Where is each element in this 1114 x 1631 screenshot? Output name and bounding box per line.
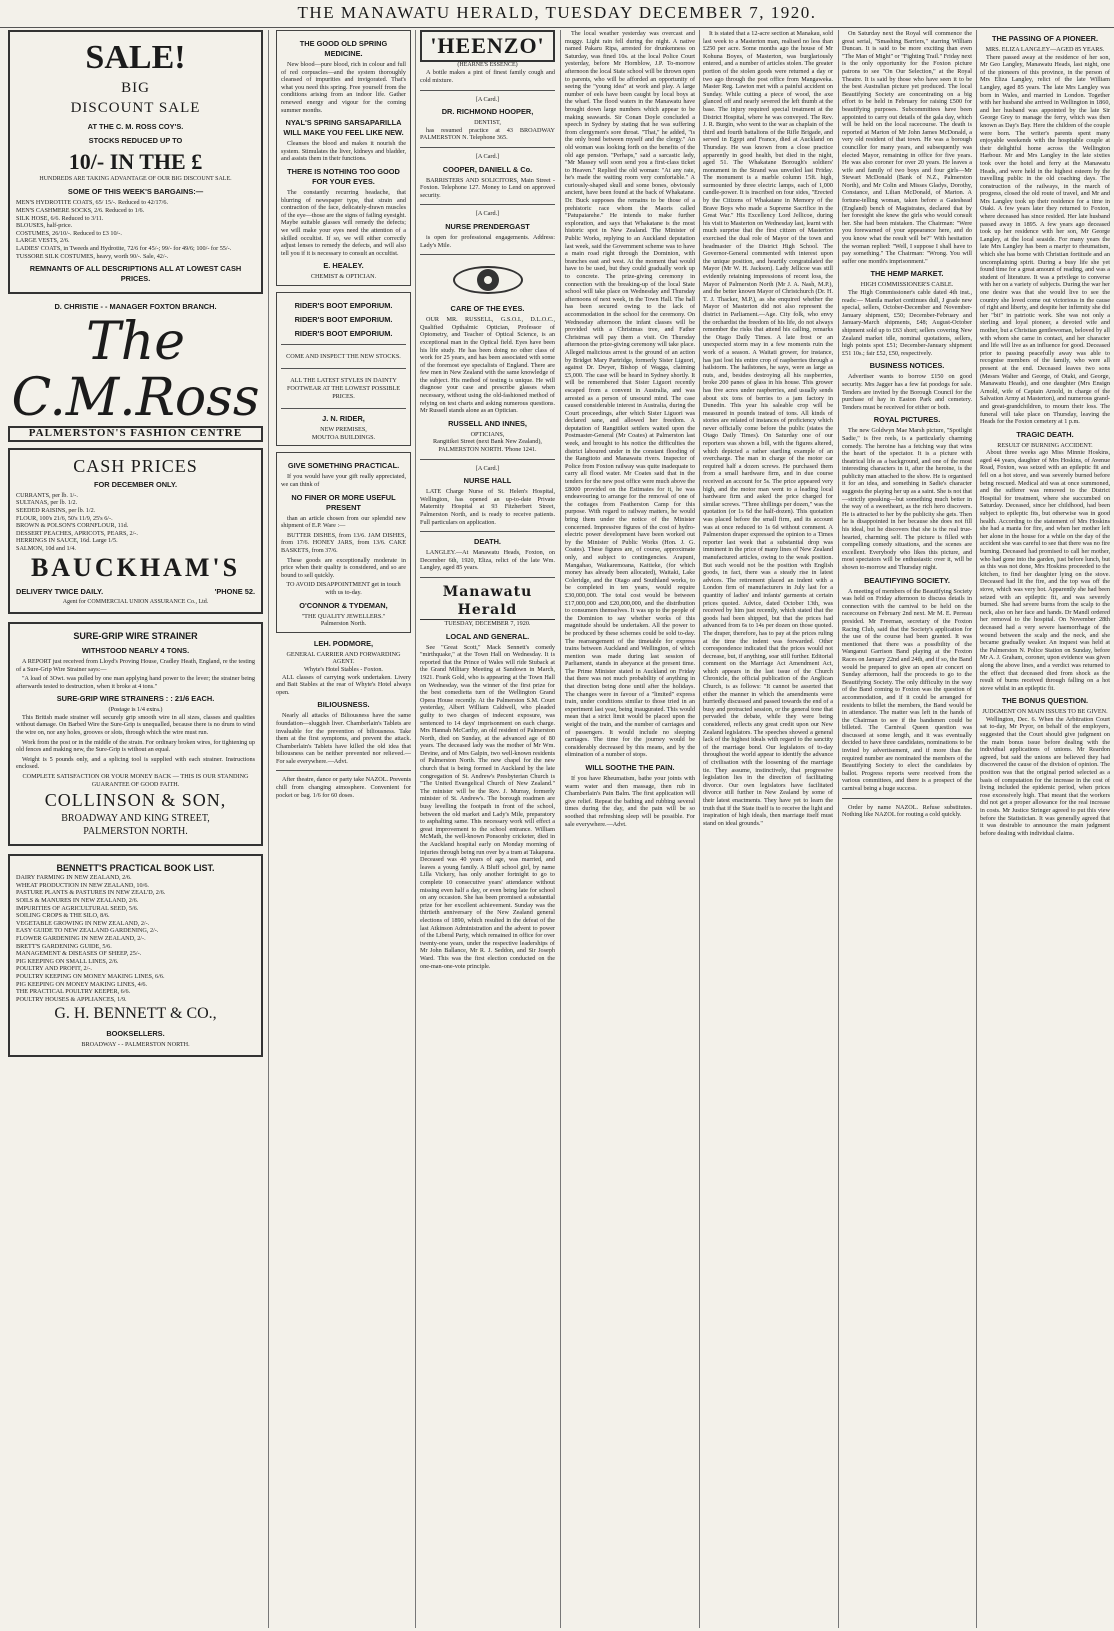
card-label: [A Card.] [475, 95, 500, 103]
article-body: The local weather yesterday was overcast and muggy. Light rain fell during the night. A native named Pakaru Ripa, arrested for drunkenness on Saturday, was fined 10s. at the local Police Court yesterday, before Mr Hornblow, J.P. To-morrow afternoon the local State school will be thrown open to parents, who will be afforded an opportunity of seeing the "young idea" at work and play. A large number of eels have been caught by local boys at the wharf. The flood waters in the Manawatu have brought down large numbers which appear to be making seawards. Sir Conan Doyle concluded a speech in Sydney by stating that he was suffering from clergymen's sore throat. "That," he added, "is the only bond between myself and the clergy." An old woman was looking forth on the benefits of the old age pension. "Perhaps," said a sarcastic lady, "Mr Massey will soon send you a first-class ticket to Heaven." Replied the old woman: "At any rate, he's made the waiting room very comfortable." A curiously-shaped skull and some bones, obviously ancient, have been found at the back of Whakatane. Dr. Buck supposes the remains to be those of a prehistoric race whom the Maoris called "Patupaiarehe." He intends to make further exploration, and says that Whakatane is the most historic spot in New Zealand. The Minister of Public Works, replying to an Auckland deputation last week, said the Government scheme was to have a main road right through the Dominion, with branches east and west. At the moment that would have to be used, but they could gradually work up to concrete. The prize-giving ceremony in connection with the breaking-up of the local State school will take place on Wednesday and Thursday afternoons of next week, in the Town Hall. The hall has been secured owing to the lack of accommodation in the school for the ceremony. On Wednesday afternoon the infant classes will be provided with a Christmas tree, and Father Christmas will pay them a visit. On Thursday afternoon the prize-giving ceremony will take place. Alleged malicious arrest is the ground of an action by Bridget Mary Partridge, formerly Sister Liguori, against Dr. Dwyer, Bishop of Wagga, claiming £5,000. The case will be heard in Sydney shortly. It will be remembered that Sister Liguori recently escaped from a convent in Australia, and was arrested as a person of unsound mind. The case caused considerable interest in Australia, during the Court proceedings, after which Sister Liguori was declared sane, and allowed her freedom. A deputation of Rangitikei settlers waited upon the Postmaster-General (Mr Coates) at Palmerston last week, and brought to his notice the difficulties the district laboured under in the constant flooding of the Rangitoto and Manawatu rivers. Inspector of Police from Foxton railway was quite inadequate to carry all flood water. Mr Coates said that in the tenders for the new post office were much above the £8000 provided on the Estimates for it, he was endeavouring to arrange for the removal of one of the cottages from Featherston Camp for this purpose. With regard to railway matters, he would bring them under the notice of the Minister concerned. Impressive figures of the cost of hydro-electric power development have been worked out by the Minister of Public Works (Hon. J. G. Coates). These figures are, of course, approximate only, and subject to contingencies. Arapuni, Mangahao, Waikaremoana, Kaitieke, (for which money has already been allocated), Waitaki, Lake Coleridge, and the Otago and Southland works, to be completed in ten years, would require £30,000,000. The total cost would be between £17,000,000 and £20,000,000, and the distribution to consumers themselves. It was up to the people of the Dominion to say whether works of this magnitude should be undertaken. All the power to be produced by these schemes could be sold to-day. The rearrangement of the timetable for express trains between Auckland and Wellington, of which mention was made during last session of Parliament, stands in abeyance at the present time. The Prime Minister stated in Auckland on Friday that there was not much probability of anything in that direction being done until after the holidays. The changes were in favour of a "limited" express train, under conditions similar to those tried in an experiment last year, being inaugurated. This would mean that a strict limit would be placed upon the weight of the train, and the number of carriages and of passengers. It would include no sleeping carriages. The time for the journey would be considerably decreased by this means, and by the elimination of a number of stops. [565, 30, 695, 759]
rider-addr: NEW PREMISES, [320, 426, 367, 434]
rider-advert [276, 292, 411, 447]
heading: BUSINESS NOTICES. [869, 361, 945, 371]
paragraph: This British made strainer will securely grip smooth wire in all sizes, classes and qualities without damage. On Barbed Wire the Sure-Grip is unequalled, because there is no drum to wind the wire on, nor any holes, grooves or slots, through which the wire must run. [16, 713, 255, 737]
heading: THE BONUS QUESTION. [1001, 696, 1089, 706]
list-item: LADIES' COATS, in Tweeds and Hydrotite, 72/6 for 45/-; 99/- for 49/6; 100/- for 55/-. [16, 244, 232, 252]
paragraph: (Postage is 1/4 extra.) [108, 706, 163, 714]
paragraph: Weight is 5 pounds only, and a splicing tool is supplied with each strainer. Instructions enclosed. [16, 755, 255, 771]
oconnor-sub: "THE QUALITY JEWELLERS." [301, 612, 386, 620]
paragraph: New blood—pure blood, rich in colour and full of red corpuscles—and the system thoroughly cleansed of impurities and invigorated. That's what you need this spring. Free yourself from the conditions arising from an indoor life. Gather renewed energy and vigour for the coming summer months. [281, 61, 406, 114]
list-item: SILK HOSE, 6/6. Reduced to 3/11. [16, 214, 104, 222]
paragraph: Advertiser wants to borrow £150 on good security. Mrs Jagger has a few fat poodogs for sale. Tenders are invited by the Borough Council for the purchase of hay in Easton Park and cemetery. Tenders must be received for either or both. [842, 373, 972, 411]
cash-title: CASH PRICES [73, 455, 198, 476]
list-item: WHEAT PRODUCTION IN NEW ZEALAND, 10/6. [16, 881, 149, 889]
oconnor-town: Palmerston North. [320, 620, 367, 628]
collinson-name: COLLINSON & SON, [44, 790, 227, 811]
column-rule [838, 30, 839, 1628]
list-item: EASY GUIDE TO NEW ZEALAND GARDENING, 2/-. [16, 927, 159, 935]
list-item: MANAGEMENT & DISEASES OF SHEEP, 25/-. [16, 950, 142, 958]
nurse-name: NURSE PRENDERGAST [445, 221, 530, 231]
sale-line: STOCKS REDUCED UP TO [88, 136, 183, 145]
subheading: RESULT OF BURNING ACCIDENT. [997, 441, 1093, 449]
agent-text: Agent for COMMERCIAL UNION ASSURANCE Co., Ltd. [62, 598, 209, 605]
bennett-addr: BROADWAY - - PALMERSTON NORTH. [81, 1041, 190, 1049]
list-item: SOILS & MANURES IN NEW ZEALAND, 2/6. [16, 897, 139, 904]
list-item: SULTANAS, per lb. 1/2. [16, 499, 78, 507]
hooper-sub: DENTIST, [474, 119, 501, 127]
suregrip-sub: WITHSTOOD NEARLY 4 TONS. [81, 645, 190, 655]
paragraph: If you would have your gift really appreciated, we can think of [281, 473, 406, 489]
podmore-sub: GENERAL CARRIER AND FORWARDING AGENT. [286, 650, 401, 666]
paragraph: After theatre, dance or party take NAZOL. Prevents chill from changing atmosphere. Convenient for pocket or bag. 1/6 for 60 doses. [276, 776, 411, 799]
list-item: COSTUMES, 26/10/-. Reduced to £3 10/-. [16, 229, 122, 237]
list-item: POULTRY AND PROFIT, 2/-. [16, 965, 92, 973]
list-item: MEN'S CASHMERE SOCKS, 2/6. Reduced to 1/6. [16, 207, 145, 214]
heenzo-logo: 'HEENZO' [420, 30, 555, 62]
paragraph: LANGLEY.—At Manawatu Heads, Foxton, on December 6th, 1920, Eliza, relict of the late Wm. Langley, aged 85 years. [420, 549, 555, 572]
column-6 [842, 30, 972, 1628]
list-item: FLOWER GARDENING IN NEW ZEALAND, 2/-. [16, 934, 146, 942]
suregrip-price: SURE-GRIP WIRE STRAINERS : : 21/6 EACH. [56, 694, 215, 704]
sale-reduction: 10/- IN THE £ [68, 149, 203, 174]
delivery-row [16, 583, 255, 599]
heading: RIDER'S BOOT EMPORIUM. [294, 314, 393, 324]
column-5 [703, 30, 833, 1628]
list-item: SOILING CROPS & THE SILO, 8/6. [16, 912, 110, 920]
collinson-town: PALMERSTON NORTH. [83, 826, 188, 838]
list-item: MEN'S HYDROTITE COATS, 65/ 15/-. Reduced to 42/17/6. [16, 199, 169, 207]
paragraph: is open for professional engagements. Address: Lady's Mile. [420, 233, 555, 249]
oconnor-name: O'CONNOR & TYDEMAN, [299, 600, 388, 610]
paragraph: Nearly all attacks of Biliousness have the same foundation—sluggish liver. Chamberlain's Tablets are invaluable for the prevention of biliousness. Take them at the first symptoms, and prevent the attack. Chamberlain's Tablets have killed the old idea that biliousness can be neither prevented nor relieved.—For sale everywhere.—Advt. [276, 712, 411, 765]
paragraph: Wellington, Dec. 6. When the Arbitration Court sat to-day, Mr Pryor, on behalf of the employers, suggested that the Court should give judgment on the main bonus issue before dealing with the individual applications of unions. Mr Reardon agreed, but said the unions are believed they had discovered the cause of the division of opinion. The position was that the original period selected as a basis of computation for the increase in the cost of living included the epidemic period, when prices rose excessively high. That meant that the workers did not get a proper allowance for the real increase in costs. Mr Justice Stringer agreed to put this view before the Statistician. It was generally agreed that it was desirable to announce the main judgment before dealing with individual claims. [980, 715, 1110, 837]
podmore-addr: Whyte's Hotel Stables - Foxton. [304, 665, 383, 673]
column-rule [415, 30, 416, 1628]
heading: THE PASSING OF A PIONEER. [991, 34, 1099, 43]
suregrip-advert [8, 622, 263, 846]
russell-sub: OPTICIANS, [470, 430, 505, 438]
sale-line: HUNDREDS ARE TAKING ADVANTAGE OF OUR BIG DISCOUNT SALE. [39, 176, 232, 182]
bauckham-brand: BAUCKHAM'S [30, 552, 241, 582]
list-item: BROWN & POLSON'S CORNFLOUR, 11d. [16, 522, 129, 530]
article-body: It is stated that a 12-acre section at Manakau, sold last week to a Masterton man, realised no less than £250 per acre. Some months ago the house of Mr Kohuna Boyes, of Masterton, was burglariously entered, and a number of articles stolen. The greater portion of the stolen goods were returned a day or two ago through the post office from Mangaweka. Master Reg. Lawton met with a painful accident on Sunday. While cutting a piece of wood, the axe glanced off and nearly severed the left thumb at the base. The injury required special treatment at the District Hospital, where he was conveyed. The Rev. J. R. Burgin, who went to the war as chaplain of the third and fourth battalions of the Rifle Brigade, and served in Egypt and France, died at Auckland on Thursday. He was known from a close practice apparently in good health, but died in the night, aged 51. The Whakatane Borough's soldiers' monument in the Strand was unveiled last Friday. The monument is a marble column 15ft. high, surmounted by three electric lamps, each of 1,000 candle-power. It is inscribed on four sides, "Erected by the Citizens of Whakatane in Memory of the Brave Boys who made a Supreme Sacrifice in the Great War." His Excellency Lord Jellicoe, during his visit to Masterton on Wednesday last, learnt with much surprise that the first citizen of Masterton exercised the dual role of Mayor of the town and headmaster of the District High School. The Governor-General commented with interest upon the unique position, and heartily congratulated the Mayor (Mr W. H. Jackson). Lady Jellicoe was still evidently retaining impressions of recent loss, the Mayor of Palmerston North (Mr J. A. Nash, M.P.), and the better known Mayor of Christchurch (Dr. H. T. J. Thacker, M.P.), as she enquired whether the Mayor of Masterton did not also represent the district in Parliament.—Age. City folk, who envy the orchardist the freedom of his life, do not always remember the risks that attend his calling, remarks the Otago Daily Times. A late frost or an unexpected storm may in a few moments ruin the work of a season. A Waitati grower, for instance, has just lost his entire crop of raspberries through a hailstorm. The hailstones, he says, were as large as nuts, and, besides destroying all his raspberries, broke 200 panes of glass in his house. This grower has five acres under raspberries, and usually sends about six tons of berries to a jam factory in Dunedin. This year his saleable crop will be measured in pounds instead of tons. All kinds of stories are related of instances of proficiency which never officially come before the public (states the Otago Daily Times). On Saturday one of our reporters was shown a bill, with the figures altered, which depicted a rather startling example of an overcharge. The man in charge of the motor car required half a dozen screws. He purchased them from a small hardware firm, and in due course received an account for 5s. The price appeared very high, and the motor man went to a leading local hardware firm and asked the price charged for similar screws. "Three shillings per dozen," was the quotation (or 1s 6d the half-dozen). This quotation was placed before the small firm, and its account was at once reduced to 1s 6d without comment. A Palmerston draper expressed the opinion to a Times reporter last week that a substantial drop was imminent in the price of many lines of New Zealand manufactured articles, owing to the weak position. But such would not be the position with English goods, in fact, there was a steady rise in latest advices. The retirement placed an indent with a London firm of manufacturers in July last for a quantity of ladies' and infants' garments at certain prices quoted. Advice, dated October 13th, was received by him just recently, which stated that the goods had been shipped, but that the prices had advanced from 6s to 14s per dozen on those quoted. The draper, therefore, has to pay at the prices ruling at the time the indent was forwarded. Other correspondence indicated that the prices would not decrease, but, if anything, soar still further. Editorial comment on the Marriage Act Amendment Act, which appears in the last issue of the Church Chronicle, the official publication of the Anglican Church, is as follows: "It cannot be asserted that either the manner in which the amendments were hurriedly discussed and passed towards the end of a busy and protracted session, or the general tone that pervaded the debate, while they were being considered, reflects any great credit upon our New Zealand legislators. The speeches showed a general lack of the highest ideals with regard to the sanctity of the marriage bond. Our legislators of to-day throughout the world appear to identify the advance of civilisation with the loosening of the marriage tie. They assume, instinctively, that progressive legislation lies in the direction of facilitating divorce. Our own legislators have facilitated divorce still further in New Zealand by some of their latest enactments. They have yet to learn the truth that if the State itself is to receive the light and inspiration of high ideals, then marriage itself must stand on ideal grounds." [703, 30, 833, 827]
paragraph: than an article chosen from our splendid new shipment of E.P. Ware :— [281, 514, 406, 530]
paragraph: There passed away at the residence of her son, Mr Geo Langley, Manawatu Heads, last night, one of the pioneers of this province, in the person of Mrs Eliza Langley, relict of the late William Langley, aged 85 years. The late Mrs Langley was born in Wales, and married in London. Together with her husband she arrived in Wellington in 1860, and her husband was appointed by the late Sir George Grey to manage the ferry, which was then known as Day's Bay. Here the children of the couple were born. The writer's parents spent many enjoyable weekends with the hospitable couple at their delightful home across the Wellington Harbour. Mr and Mrs Langley in the late sixties took over the hotel and ferry at the Manawatu Heads, and were held in the highest esteem by the travelling public in the old coaching days. The construction of the railways, in the march of progress, closed the old route of travel, and Mr and Mrs Langley took up their residence for a time in Otaki. A few years later they returned to Foxton, where deceased has since resided. Her late husband passed away in 1895. A few years ago deceased took up her residence with her son, Mr George Langley, at the local seaside. For many years the late Mrs Langley has been a martyr to rheumatism, which she has borne with Christian fortitude and an uncomplaining spirit. During a busy life she yet found time for a great amount of reading, and was a student of literature. It was a privilege to converse with her on a variety of subjects. During the war her one desire was that she would live to see the country she loved come out victorious in the cause of right and liberty, and despite her infirmity she did her "bit" in patriotic work. She was not only a sterling and loyal pioneer, a devoted wife and mother, but a Christian gentlewoman, beloved by all with whom she came in contact, and her character and life will live as an influence for good. Deceased prior to passing peacefully away was able to recognise members of the family, who were all present at the end. Deceased leaves two sons (Messrs Walter and George, of Otaki, and George, Manawatu Heads), and one daughter (Mrs Ensign Arnold, wife of Captain Arnold, in charge of the Salvation Army at Masterton), and numerous grand- and great-grandchildren, to mourn their loss. The funeral will take place on Thursday, leaving the Heads for the Foxton cemetery at 1 p.m. [980, 53, 1110, 426]
column-2 [276, 30, 411, 1628]
article-body: On Saturday next the Royal will commence the great serial, "Smashing Barriers," starring William Duncan. It is said to be more exciting than even "The Man of Might" or "Fighting Trail." Friday next is the only opportunity for the Foxton picture patrons to see "On Our Selection," at the Royal Theatre. It is said by those who have seen it to be the best Australian picture yet produced. The local Beautifying Society are concentrating on a big effort to be held in February for raising £500 for beautifying purposes. Subcommittees have been appointed to carry out details of the gala day, which will be held on the local racecourse. The death is reported at Marton of Mr John James McDonald, a very old resident of that town. He was a borough councillor for many years, and subsequently was elected Mayor, remaining in office for five years. He was also coroner for over 20 years. He leaves a wife and family of two boys and four girls—Mr Stewart McDonald (Bank of N.Z., Palmerston North), and Mr Colin and Misses Gladys, Dorothy, Constance, and Lilian McDonald, of Marton. A fortune-telling woman, taken before a Gateshead (England) bench of Magistrates, declared that by her foresight she knew the girls who would consult her. She had been mistaken. The Chairman: "Were you forewarned of your appearance here, and do you know what the result will be?" With hesitation the woman replied: "Well, I suppose I shall have to pay something." The Chairman: "Wrong. You will suffer one month's imprisonment." [842, 30, 972, 265]
list-item: HERRINGS IN SAUCE, 16d. Large 1/5. [16, 537, 118, 545]
heading: CARE OF THE EYES. [450, 304, 525, 314]
collinson-addr: BROADWAY AND KING STREET, [61, 813, 210, 825]
column-1 [8, 30, 263, 1628]
column-rule [560, 30, 561, 1628]
heading: TRAGIC DEATH. [1016, 429, 1074, 439]
heading: NO FINER OR MORE USEFUL PRESENT [291, 492, 396, 512]
book-list [16, 874, 255, 1003]
bennett-advert [8, 854, 263, 1057]
paragraph: ALL THE LATEST STYLES IN DAINTY FOOTWEAR AT THE LOWEST POSSIBLE PRICES. [286, 377, 401, 400]
list-item: POULTRY KEEPING ON MONEY MAKING LINES, 6/6. [16, 972, 165, 980]
card-label: [A Card.] [475, 152, 500, 160]
rider-name: J. N. RIDER, [322, 414, 365, 424]
article-body: See "Great Scott," Mack Sennett's comedy "mirthquake," at the Town Hall on Wednesday. It is reported that the Prince of Wales will ride Stuback at the Grand Military Meeting at Sandown in March, 1921. Frank Gold, who is appearing at the Town Hall on Wednesday, was the winner of the first prize for the best comedietta turn of the Wellington Grand Opera House recently. At the Palmerston S.M. Court yesterday, Albert William Caldwell, who pleaded guilty to two charges of indecent exposure, was sentenced to 14 days' imprisonment on each charge. Mrs Hannah McCarthy, an old resident of Palmerston North, died on Sunday, at the advanced age of 80 years. The deceased lady was the mother of Mr Wm. Devine, and of Mrs Galpin, two well-known residents of Palmerston North. The new chapel for the new church that is being formed in Auckland by the late congregation of St. Andrew's Presbyterian Church is "The United Evangelical Church of New Zealand." The minister will be the Rev. J. Murray, formerly minister of St. Andrew's. The borough roadmen are busy levelling the footpath in front of the school, between the old market and Lady's Mile, preparatory to asphalting same. This necessary work will effect a great improvement to the school entrance. William McMath, the well-known Ponsonby cricketer, died in the Auckland hospital early on Monday morning of injuries through being run over by a tram at Takapuna. Deceased was 40 years of age, was married, and leaves a young family. A Bluff school girl, by name Lilla Vickery, has only another fortnight to go to complete 10 consecutive years' attendance without missing even half a day, or even being late for school on any occasion. She has been promised a substantial prize for her excellent achievement. Sunday was the thirtieth anniversary of the New Zealand general elections of 1890, which resulted in the defeat of the last Atkinson Administration and the advent to power of the Liberal Party, which remained in office for over twenty-one years, under the respective leaderships of Mr John Ballance, Mr R. J. Seddon, and Sir Joseph Ward. This was the first election conducted on the one-man-one-vote principle. [420, 643, 555, 970]
ross-logo-sub: PALMERSTON'S FASHION CENTRE [8, 426, 263, 442]
bennett-sub: BOOKSELLERS. [106, 1029, 165, 1039]
heading: THE GOOD OLD SPRING MEDICINE. [299, 39, 388, 58]
column-3 [420, 30, 555, 1628]
suregrip-title: SURE-GRIP WIRE STRAINER [73, 630, 198, 641]
paragraph: BUTTER DISHES, from 13/6. JAM DISHES, from 17/6. HONEY JARS, from 13/6. CAKE BASKETS, from 37/6. [281, 531, 406, 554]
paragraph: The High Commissioner's cable dated 4th inst., reads:— Manila market continues dull, J grade new special, sellers, October-December and November-January shipment, £50; December-February and January-March shipments, £48; August-October shipment sold up to £63 short; sellers covering New Zealand market idle, nominal quotations, sellers, high points spot £51; December-January shipment £51 10s.; fair £52, £50, respectively. [842, 289, 972, 357]
hall-name: NURSE HALL [463, 476, 512, 486]
heading: LOCAL AND GENERAL. [445, 631, 530, 641]
heading: THE HEMP MARKET. [870, 269, 944, 279]
paragraph: A meeting of members of the Beautifying Society was held on Friday afternoon to discuss details in connection with the carnival to be held on the racecourse on February 2nd next. Mr M. E. Perreau presided. Mr Freeman, secretary of the Foxton Racing Club, said that the Society's application for the use of the course had been granted. It was mentioned that there was a possibility of the Wanganui Garrison Band playing at the Foxton Races on January 22nd and 24th, and if so, the Band would be prepared to give an open air concert on Sunday afternoon, half the proceeds to go to the Beautifying Society. The only difficulty in the way of the Band coming to Foxton was the question of accommodation, and if it could be arranged for residents to billet the members, the Band would be in attendance. The matter was left in the hands of the Chairman to see if the bandsmen could be billeted. The Carnival Queen question was discussed at some length, and it was eventually decided to have three candidates, nominations to be invited by advertisement, and if more than the required number are nominated the members of the Beautifying Society to elect the candidates by ballot. Progress reports were received from the various committees, and there is a prospect of the carnival being a huge success. [842, 587, 972, 793]
heading: BEAUTIFYING SOCIETY. [864, 575, 950, 585]
newspaper-title: THE MANAWATU HERALD, TUESDAY DECEMBER 7, 1920. [297, 3, 817, 22]
list-item: BLOUSES, half-price. [16, 222, 73, 230]
cash-sub: FOR DECEMBER ONLY. [93, 479, 178, 489]
paragraph: BARRISTERS AND SOLICITORS, Main Street - Foxton. Telephone 127. Money to Lend on approved security. [420, 176, 555, 199]
heading: WILL SOOTHE THE PAIN. [585, 763, 675, 772]
paragraph: Order by name NAZOL. Refuse substitutes. Nothing like NAZOL for routing a cold quickly. [842, 803, 972, 819]
list-item: THE PRACTICAL POULTRY KEEPER, 6/6. [16, 988, 131, 996]
newspaper-flag: Manawatu Herald [420, 583, 555, 620]
heading: ROYAL PICTURES. [873, 415, 941, 425]
paragraph: Cleanses the blood and makes it nourish the system. Stimulates the liver, kidneys and bladder, and assists them in their functions. [281, 140, 406, 163]
phone-text: 'PHONE 52. [214, 586, 255, 596]
paragraph: COMPLETE SATISFACTION OR YOUR MONEY BACK — THIS IS OUR STANDING GUARANTEE OF GOOD FAITH. [22, 773, 249, 788]
list-item: SEEDED RAISINS, per lb. 1/2. [16, 506, 96, 514]
delivery-text: DELIVERY TWICE DAILY. [16, 586, 104, 596]
list-item: DESSERT PEACHES, APRICOTS, PEARS, 2/-. [16, 529, 138, 537]
paragraph: If you have Rheumatism, bathe your joints with warm water and then massage, then rub in Chamberlain's Pain Balm. The first application will give relief. Repeat the bathing and rubbing several times during the day, and the pain will be so soothed that refreshing sleep will be possible. For sale everywhere.—Advt. [565, 775, 695, 828]
heading: THERE IS NOTHING TOO GOOD FOR YOUR EYES. [287, 166, 400, 186]
paragraph: TO AVOID DISAPPOINTMENT get in touch with us to-day. [286, 581, 401, 596]
bargains-list [16, 199, 255, 260]
bennett-name: G. H. BENNETT & CO., [54, 1005, 217, 1023]
heading: BILIOUSNESS. [317, 700, 370, 710]
paragraph: LATE Charge Nurse of St. Helen's Hospital, Wellington, has opened an up-to-date Private Maternity Hospital at 93 Fitzherbert Street, Palmerston North, and is ready to receive patients. Full particulars on application. [420, 488, 555, 526]
paragraph: ALL classes of carrying work undertaken. Livery and Bait Stables at the rear of Whyte's Hotel always open. [276, 673, 411, 696]
manager-line: D. CHRISTIE - - MANAGER FOXTON BRANCH. [54, 302, 217, 312]
cash-prices-advert [8, 448, 263, 614]
column-rule [699, 30, 700, 1628]
list-item: CURRANTS, per lb. 1/-. [16, 491, 78, 499]
subheading: MRS. ELIZA LANGLEY—AGED 85 YEARS. [985, 46, 1105, 53]
masthead [0, 0, 1114, 28]
paragraph: COME AND INSPECT THE NEW STOCKS. [286, 352, 401, 360]
podmore-name: LEH. PODMORE, [313, 638, 374, 648]
paragraph: About three weeks ago Miss Minnie Hoskins, aged 44 years, daughter of Mrs Hoskins, of Avenue Road, Foxton, was seized with an epileptic fit and fell on a hot stove, and was severely burned before being rescued. Medical aid was at once summoned, and the sufferer was removed to the District Hospital for treatment, where she succumbed on Saturday. Deceased, since her childhood, had been subject to epileptic fits, but otherwise was in good health. According to the statement of Mrs Hoskins she had a mania for fire, and when her mother left her alone in the house for a while on the day of the accident she was careful to see that there was no fire burning. Deceased had promised to call her mother, who had gone into the garden, just before lunch, but as this was not done, Mrs Hoskins proceeded to the kitchen, to find her daughter lying on the stove. Deceased had lit the fire, and the top was off the stove, which was very hot. Apparently she had been seized with an epileptic fit, and was severely burned. She had severe burns from the scalp to the neck, also on her face and hands. Dr Mandl ordered her removal to the hospital. On November 28th deceased had a very severe haemorrhage of the wound between the scalp and the neck, and she became gradually weaker. An inquest was held at the Palmerston N. Police Station on Sunday, before Mr A. J. Graham, coroner, upon evidence was given along the above lines, and a verdict was returned to the effect that deceased died from shock as the result of burns received through falling on a hot stove whilst in an epileptic fit. [980, 449, 1110, 692]
heenzo-sub: (HEARNE'S ESSENCE) [457, 62, 518, 68]
paragraph: A bottle makes a pint of finest family cough and cold mixture. [420, 69, 555, 84]
heading: RIDER'S BOOT EMPORIUM. [294, 328, 393, 338]
list-item: TUSSORE SILK COSTUMES, heavy, worth 90/-. Sale, 42/-. [16, 252, 169, 260]
paragraph: The constantly recurring headache, that blurring of newspaper type, that strain and contraction of the face, delicately-drawn muscles of the eye—those are the signs of failing eyesight. Maybe suitable glasses will remedy the defects; we will make your eyes need the attention of a skilled occultist. If so, we will either correctly adjust lenses to remedy the defects, and will also tell you if it is necessary to consult an occultist. [281, 188, 406, 257]
list-item: VEGETABLE GROWING IN NEW ZEALAND, 2/-. [16, 919, 150, 927]
heading: RIDER'S BOOT EMPORIUM. [294, 300, 393, 310]
list-item: BRETT'S GARDENING GUIDE, 5/6. [16, 942, 112, 950]
list-item: PIG KEEPING ON SMALL LINES, 2/6. [16, 957, 119, 965]
sale-line: AT THE C. M. ROSS COY'S. [87, 122, 184, 131]
spring-medicine-advert [276, 30, 411, 286]
rider-addr: MOUTOA BUILDINGS. [311, 433, 376, 441]
healey-sub: CHEMIST & OPTICIAN. [310, 273, 377, 281]
heading: NYAL'S SPRING SARSAPARILLA WILL MAKE YOU FEEL LIKE NEW. [283, 118, 404, 138]
russell-addr: Rangitikei Street (next Bank New Zealand), PALMERSTON NORTH. 'Phone 1241. [433, 438, 542, 454]
sale-advert [8, 30, 263, 294]
heading: DEATH. [474, 537, 501, 547]
remnants-line: REMNANTS OF ALL DESCRIPTIONS ALL AT LOWEST CASH PRICES. [29, 264, 242, 284]
column-rule [268, 30, 269, 1628]
paragraph: "A load of 3Owt. was pulled by one man applying hand power to the lever; the strainer being afterwards tested to destruction, when it broke at 4 tons." [16, 675, 255, 690]
list-item: POULTRY HOUSES & APPLIANCES, 1/9. [16, 995, 127, 1003]
cooper-name: COOPER, DANIELL & Co. [442, 164, 533, 174]
paragraph: A REPORT just received from Lloyd's Proving House, Cradley Heath, England, re the testing of a Sure-Grip Wire Strainer says:— [16, 657, 255, 673]
eye-illustration [453, 260, 523, 300]
cash-list [16, 492, 255, 553]
list-item: PASTURE PLANTS & PASTURES IN NEW ZEAL'D, 2/6. [16, 889, 166, 897]
column-rule [976, 30, 977, 1628]
sale-title: SALE! [85, 39, 186, 76]
paragraph: has resumed practice at 43 BROADWAY PALMERSTON N. Telephone 365. [420, 126, 555, 142]
bargains-heading: SOME OF THIS WEEK'S BARGAINS:— [67, 187, 204, 197]
list-item: DAIRY FARMING IN NEW ZEALAND, 2/6. [16, 874, 132, 882]
heading: GIVE SOMETHING PRACTICAL. [287, 461, 400, 471]
paragraph: Work from the post or in the middle of the strain. For ordinary broken wires, for tightening up old fences and making new, the Sure-Grip is without an equal. [16, 738, 255, 754]
sale-line: BIG [121, 80, 150, 96]
list-item: LARGE VESTS, 2/6. [16, 237, 70, 245]
paragraph: The new Goldwyn Mae Marsh picture, "Spotlight Sadie," is five reels, is a particularly charming comedy. The heroine has a fetching way that wins the heart of the spectator. It is a picture with theatrical life as a background, and one of the most interesting characters in it, after the heroine, is the publicity man attached to the show. He is organised it for an idea, and something in Sadie's character suggests the playing her up as a saint. She is not that—strictly speaking—but something much better in the way of a sweetheart, as the rich hero discovers. He is attracted to her by the publicity she gets. Then he is disappointed in her because she does not fill his ideal, but he discovers that she is the real true-hearted, charming self. The picture is filled with compelling comedy situations, and the scenes are excellent. Everybody who likes this picture, and most spectators will be enthusiastic over it, will be shown to-morrow and Thursday night. [842, 427, 972, 571]
column-7 [980, 30, 1110, 1628]
sale-line: DISCOUNT SALE [70, 100, 201, 116]
bennett-title: BENNETT'S PRACTICAL BOOK LIST. [56, 863, 215, 874]
hooper-name: DR. RICHMOND HOOPER, [441, 107, 534, 117]
flag-date: TUESDAY, DECEMBER 7, 1920. [444, 619, 531, 627]
healey-name: E. HEALEY. [323, 261, 364, 271]
subheading: HIGH COMMISSIONER'S CABLE. [860, 281, 954, 289]
list-item: PIG KEEPING ON MONEY MAKING LINES, 4/6. [16, 980, 148, 988]
column-4 [565, 30, 695, 1628]
card-label: [A Card.] [475, 210, 500, 218]
ross-logo: The C.M.Ross [11, 312, 260, 429]
list-item: FLOUR, 100's 21/6, 50's 11/9, 25's 6/-. [16, 514, 113, 522]
russell-name: RUSSELL AND INNES, [448, 418, 527, 428]
list-item: SALMON, 10d and 1/4. [16, 544, 76, 552]
card-label: [A Card.] [475, 464, 500, 472]
list-item: IMPURITIES OF AGRICULTURAL SEED, 5/6. [16, 904, 139, 912]
paragraph: OUR MR. RUSSELL, G.S.O.I., D.L.O.C., Qualified Opthalmic Optician, Professor of Optometry, and Teacher of Optical Science, is an exceptional man in the Optical field. Eyes have been his life study. He has been doing no other class of work for 25 years, and has been associated with some of the foremost eye specialists of England. There are few men in New Zealand with the same knowledge of the subject. His method of testing is unique. He will diagnose your case and prescribe glasses when necessary, without using the old-fashioned method of relying on test charts and asking numerous questions. Mr Russell stands alone as an Optician. [420, 316, 555, 415]
gift-advert [276, 452, 411, 632]
subheading: JUDGMENT ON MAIN ISSUES TO BE GIVEN. [982, 708, 1108, 716]
paragraph: These goods are exceptionally moderate in price when their quality is considered, and so are bound to sell quickly. [281, 556, 406, 579]
